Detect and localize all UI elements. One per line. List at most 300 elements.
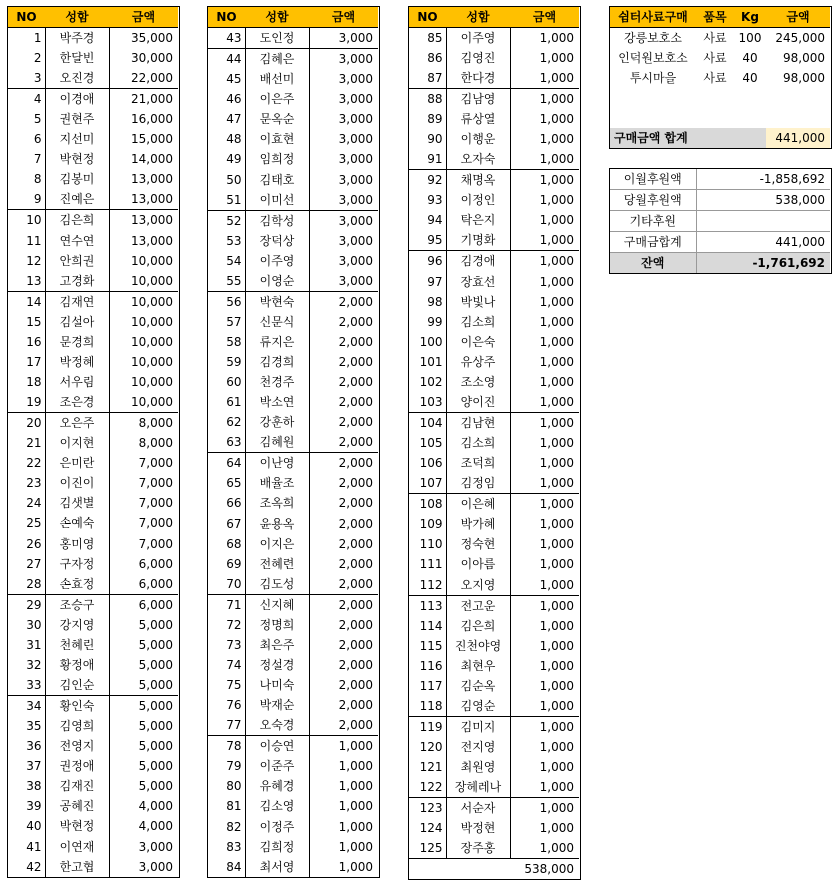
donor-no: 36 — [8, 736, 45, 756]
donor-name: 정설경 — [245, 655, 309, 675]
donor-amount: 1,000 — [539, 557, 574, 572]
donor-amount: 6,000 — [138, 576, 173, 591]
donor-row — [409, 737, 579, 757]
donor-amount: 4,000 — [138, 819, 173, 834]
donor-amount: 1,000 — [539, 638, 574, 653]
donor-amount: 1,000 — [539, 476, 574, 491]
donor-no: 90 — [409, 129, 446, 149]
donor-name: 서우림 — [45, 372, 109, 392]
donor-amount: 3,000 — [338, 92, 373, 107]
donor-name: 한고협 — [45, 857, 109, 877]
donor-no: 95 — [409, 230, 446, 251]
donor-row — [409, 453, 579, 473]
donor-row — [208, 149, 378, 169]
donor-amount: 1,000 — [510, 413, 579, 434]
donor-name: 전혜련 — [245, 554, 309, 574]
donor-name: 황인숙 — [45, 695, 109, 716]
donor-name: 천경주 — [245, 372, 309, 392]
donor-amount: 1,000 — [510, 595, 579, 616]
donor-name: 박현정 — [45, 816, 109, 836]
donor-no: 57 — [208, 312, 245, 332]
donor-row — [208, 432, 378, 453]
donor-name: 이정주 — [245, 817, 309, 837]
balance-table — [609, 168, 832, 274]
donor-no: 26 — [8, 534, 45, 554]
donor-name: 연수연 — [45, 230, 109, 250]
donor-name: 류지은 — [245, 332, 309, 352]
donor-name: 박정현 — [446, 818, 510, 838]
donor-name: 서순자 — [446, 798, 510, 819]
donor-row — [208, 352, 378, 372]
donor-row — [208, 169, 378, 189]
donor-name: 황정애 — [45, 655, 109, 675]
donor-name: 류상열 — [446, 109, 510, 129]
donor-row — [208, 736, 378, 757]
donor-row — [8, 776, 178, 796]
purchase-kg: 100 — [738, 31, 762, 45]
donor-amount: 2,000 — [309, 594, 378, 615]
donor-no: 35 — [8, 716, 45, 736]
donor-no: 5 — [8, 109, 45, 129]
donor-name: 박재순 — [245, 695, 309, 715]
donor-name: 고경화 — [45, 271, 109, 292]
donor-no: 125 — [409, 838, 446, 859]
donor-name: 이지현 — [45, 433, 109, 453]
donor-row — [208, 594, 378, 615]
donor-name: 김남현 — [446, 413, 510, 434]
donor-row — [8, 513, 178, 533]
donor-amount: 10,000 — [131, 354, 173, 369]
total-spacer — [446, 859, 510, 880]
donor-row — [409, 271, 579, 291]
donor-amount: 1,000 — [539, 821, 574, 836]
donor-amount: 7,000 — [138, 516, 173, 531]
donor-no: 22 — [8, 453, 45, 473]
donor-row — [409, 392, 579, 413]
donor-no: 50 — [208, 169, 245, 189]
donor-no: 16 — [8, 332, 45, 352]
donor-amount: 1,000 — [539, 334, 574, 349]
purchase-row — [610, 28, 830, 49]
donor-no: 24 — [8, 493, 45, 513]
donor-name: 박현숙 — [245, 291, 309, 312]
donor-name: 전지영 — [446, 737, 510, 757]
donor-name: 도인정 — [245, 28, 309, 49]
donor-row — [208, 190, 378, 211]
donor-no: 38 — [8, 776, 45, 796]
donor-amount: 5,000 — [138, 677, 173, 692]
donor-no: 64 — [208, 453, 245, 474]
donor-row — [8, 695, 178, 716]
donor-amount: 3,000 — [338, 192, 373, 207]
donor-name: 장헤레나 — [446, 777, 510, 798]
donor-amount: 1,000 — [338, 799, 373, 814]
donor-row — [208, 392, 378, 412]
donor-amount: 3,000 — [338, 152, 373, 167]
donor-row — [208, 493, 378, 513]
donor-no: 62 — [208, 412, 245, 432]
donor-no: 52 — [208, 210, 245, 231]
donor-name: 조소영 — [446, 372, 510, 392]
donor-name: 이승연 — [245, 736, 309, 757]
header-amount: 금액 — [109, 7, 178, 28]
donor-amount: 1,000 — [539, 698, 574, 713]
donor-row — [8, 574, 178, 595]
balance-value: 538,000 — [696, 190, 830, 211]
donor-name: 강훈하 — [245, 412, 309, 432]
donor-no: 78 — [208, 736, 245, 757]
donor-name: 김학성 — [245, 210, 309, 231]
donor-row — [208, 291, 378, 312]
donor-amount: 2,000 — [338, 678, 373, 693]
donor-no: 32 — [8, 655, 45, 675]
donor-name: 강지영 — [45, 615, 109, 635]
donor-table-3 — [408, 6, 581, 880]
donor-no: 15 — [8, 312, 45, 332]
donor-amount: 16,000 — [131, 112, 173, 127]
donor-no: 100 — [409, 332, 446, 352]
donor-name: 김영진 — [446, 48, 510, 68]
donor-no: 40 — [8, 816, 45, 836]
donor-no: 94 — [409, 210, 446, 230]
donor-no: 51 — [208, 190, 245, 211]
donor-amount: 1,000 — [539, 658, 574, 673]
donor-row — [8, 89, 178, 110]
donor-row — [208, 776, 378, 796]
donor-amount: 3,000 — [338, 72, 373, 87]
donor-rows — [409, 28, 579, 859]
donor-name: 윤용옥 — [245, 514, 309, 534]
donor-amount: 10,000 — [131, 395, 173, 410]
donor-name: 나미숙 — [245, 675, 309, 695]
donor-name: 임희정 — [245, 149, 309, 169]
donor-no: 83 — [208, 837, 245, 857]
donor-name: 김소희 — [446, 312, 510, 332]
header-name: 성함 — [245, 7, 309, 28]
donor-name: 김태호 — [245, 169, 309, 189]
donor-row — [409, 494, 579, 515]
purchase-total-label: 구매금액 합계 — [610, 128, 766, 148]
donor-amount: 2,000 — [338, 415, 373, 430]
donor-no: 28 — [8, 574, 45, 595]
balance-final-label: 잔액 — [610, 253, 696, 274]
donor-no: 39 — [8, 796, 45, 816]
donor-row — [8, 635, 178, 655]
donor-amount: 10,000 — [131, 314, 173, 329]
donor-no: 3 — [8, 68, 45, 89]
donor-row — [8, 756, 178, 776]
donor-name: 이영순 — [245, 271, 309, 292]
donor-amount: 3,000 — [338, 233, 373, 248]
shelter-name: 인덕원보호소 — [618, 51, 688, 66]
donor-no: 124 — [409, 818, 446, 838]
donor-row — [208, 109, 378, 129]
donor-row — [8, 736, 178, 756]
donor-name: 양이진 — [446, 392, 510, 413]
donor-name: 김영희 — [45, 716, 109, 736]
donor-row — [208, 817, 378, 837]
donor-name: 이준주 — [245, 756, 309, 776]
donor-row — [208, 473, 378, 493]
donor-amount: 1,000 — [539, 537, 574, 552]
donor-row — [8, 189, 178, 210]
donor-amount: 10,000 — [131, 374, 173, 389]
donor-name: 진예은 — [45, 189, 109, 210]
header-no: NO — [208, 7, 245, 28]
donor-amount: 8,000 — [138, 436, 173, 451]
donor-row — [208, 251, 378, 271]
donor-row — [409, 170, 579, 191]
donor-amount: 2,000 — [338, 698, 373, 713]
donor-no: 63 — [208, 432, 245, 453]
donor-row — [8, 837, 178, 857]
donor-name: 오자숙 — [446, 149, 510, 170]
donor-no: 74 — [208, 655, 245, 675]
donor-row — [409, 838, 579, 859]
donor-no: 87 — [409, 68, 446, 89]
donor-row — [8, 230, 178, 250]
donor-row — [409, 129, 579, 149]
donor-name: 최현우 — [446, 656, 510, 676]
purchase-kg: 40 — [742, 71, 758, 86]
header-amount: 금액 — [309, 7, 378, 28]
header-no: NO — [409, 7, 446, 28]
donor-total: 538,000 — [510, 859, 579, 880]
donor-amount: 14,000 — [131, 152, 173, 167]
donor-name: 이난영 — [245, 453, 309, 474]
donor-no: 7 — [8, 149, 45, 169]
donor-name: 한다경 — [446, 68, 510, 89]
balance-value: -1,858,692 — [696, 169, 830, 190]
donor-no: 19 — [8, 392, 45, 413]
donor-no: 42 — [8, 857, 45, 877]
donor-amount: 2,000 — [338, 435, 373, 450]
donor-no: 96 — [409, 251, 446, 272]
donor-amount: 1,000 — [338, 859, 373, 874]
donor-name: 이효현 — [245, 129, 309, 149]
donor-amount: 1,000 — [539, 436, 574, 451]
donor-row — [409, 48, 579, 68]
donor-name: 오지영 — [446, 575, 510, 596]
donor-amount: 2,000 — [338, 718, 373, 733]
donor-name: 탁은지 — [446, 210, 510, 230]
donor-amount: 7,000 — [138, 496, 173, 511]
donor-amount: 10,000 — [109, 291, 178, 312]
donor-amount: 1,000 — [539, 193, 574, 208]
donor-name: 김도성 — [245, 574, 309, 595]
donor-amount: 1,000 — [539, 354, 574, 369]
donor-name: 전고운 — [446, 595, 510, 616]
donor-name: 이지은 — [245, 534, 309, 554]
donor-row — [409, 696, 579, 717]
donor-amount: 2,000 — [338, 516, 373, 531]
donor-no: 48 — [208, 129, 245, 149]
donor-amount: 1,000 — [539, 780, 574, 795]
donor-row — [8, 291, 178, 312]
donor-row — [8, 413, 178, 434]
donor-no: 37 — [8, 756, 45, 776]
donor-no: 116 — [409, 656, 446, 676]
donor-amount: 3,000 — [338, 112, 373, 127]
donor-name: 최서영 — [245, 857, 309, 877]
donor-row — [8, 28, 178, 49]
donor-name: 홍미영 — [45, 534, 109, 554]
donor-no: 11 — [8, 230, 45, 250]
donor-no: 72 — [208, 615, 245, 635]
donor-amount: 7,000 — [138, 476, 173, 491]
donor-no: 43 — [208, 28, 245, 49]
donor-row — [208, 615, 378, 635]
donor-name: 박현정 — [45, 149, 109, 169]
donor-no: 17 — [8, 352, 45, 372]
donor-amount: 1,000 — [338, 779, 373, 794]
donor-name: 한달빈 — [45, 48, 109, 68]
donor-row — [8, 857, 178, 877]
donor-no: 27 — [8, 554, 45, 574]
donor-row — [409, 473, 579, 494]
header-name: 성함 — [45, 7, 109, 28]
donor-row — [8, 68, 178, 89]
donor-no: 93 — [409, 190, 446, 210]
donor-amount: 1,000 — [539, 760, 574, 775]
purchase-row — [610, 48, 830, 68]
donor-row — [409, 149, 579, 170]
donor-name: 구자정 — [45, 554, 109, 574]
donor-amount: 1,000 — [539, 233, 574, 248]
donor-name: 김소영 — [245, 796, 309, 816]
donor-amount: 2,000 — [338, 476, 373, 491]
donor-no: 23 — [8, 473, 45, 493]
donor-name: 신지혜 — [245, 594, 309, 615]
donor-no: 110 — [409, 534, 446, 554]
donor-row — [8, 594, 178, 615]
donor-no: 29 — [8, 594, 45, 615]
donor-row — [208, 129, 378, 149]
donor-row — [8, 433, 178, 453]
donor-amount: 2,000 — [338, 334, 373, 349]
donor-row — [409, 575, 579, 596]
donor-name: 천혜린 — [45, 635, 109, 655]
donor-no: 82 — [208, 817, 245, 837]
donor-amount: 5,000 — [109, 695, 178, 716]
donor-amount: 3,000 — [338, 273, 373, 288]
donor-amount: 2,000 — [338, 536, 373, 551]
donor-name: 김영순 — [446, 696, 510, 717]
donor-name: 이주영 — [446, 28, 510, 49]
donor-name: 김인순 — [45, 675, 109, 696]
donor-row — [208, 715, 378, 736]
donor-name: 손예숙 — [45, 513, 109, 533]
donor-no: 104 — [409, 413, 446, 434]
donor-row — [8, 129, 178, 149]
donor-no: 55 — [208, 271, 245, 292]
donor-row — [8, 473, 178, 493]
donor-row — [8, 149, 178, 169]
donor-row — [409, 292, 579, 312]
donor-row — [8, 493, 178, 513]
donor-name: 안희권 — [45, 251, 109, 271]
donor-no: 111 — [409, 554, 446, 574]
donor-no: 114 — [409, 616, 446, 636]
donor-amount: 6,000 — [109, 594, 178, 615]
donor-row — [409, 554, 579, 574]
donor-name: 최원영 — [446, 757, 510, 777]
donor-amount: 35,000 — [131, 31, 173, 45]
donor-row — [208, 695, 378, 715]
donor-amount: 4,000 — [138, 799, 173, 814]
donor-amount: 1,000 — [510, 89, 579, 110]
purchase-item: 사료 — [703, 71, 727, 86]
donor-row — [208, 271, 378, 292]
donor-no: 118 — [409, 696, 446, 717]
donor-row — [208, 675, 378, 695]
donor-name: 장효선 — [446, 271, 510, 291]
donor-row — [8, 332, 178, 352]
donor-row — [409, 777, 579, 798]
donor-amount: 22,000 — [131, 71, 173, 86]
donor-name: 김혜원 — [245, 432, 309, 453]
donor-row — [8, 392, 178, 413]
balance-final-row — [610, 253, 830, 274]
donor-amount: 8,000 — [109, 413, 178, 434]
donor-name: 배선미 — [245, 69, 309, 89]
donor-amount: 1,000 — [510, 170, 579, 191]
donor-name: 김소희 — [446, 433, 510, 453]
donor-row — [409, 616, 579, 636]
donor-amount: 1,000 — [510, 798, 579, 819]
donor-amount: 5,000 — [138, 657, 173, 672]
donor-amount: 2,000 — [338, 637, 373, 652]
donor-amount: 30,000 — [131, 51, 173, 66]
donor-row — [409, 210, 579, 230]
donor-amount: 2,000 — [338, 496, 373, 511]
donor-amount: 1,000 — [539, 618, 574, 633]
donor-name: 공혜진 — [45, 796, 109, 816]
donor-no: 56 — [208, 291, 245, 312]
donor-row — [409, 656, 579, 676]
shelter-name: 강릉보호소 — [624, 31, 682, 45]
donor-name: 기명화 — [446, 230, 510, 251]
donor-amount: 15,000 — [131, 132, 173, 147]
donor-row — [409, 332, 579, 352]
header-item: 품목 — [696, 7, 734, 28]
balance-row — [610, 232, 830, 253]
donor-row — [409, 636, 579, 656]
balance-row — [610, 169, 830, 190]
donor-name: 채명옥 — [446, 170, 510, 191]
donor-amount: 2,000 — [309, 291, 378, 312]
donor-name: 정명희 — [245, 615, 309, 635]
donor-no: 99 — [409, 312, 446, 332]
spacer-row — [610, 108, 830, 128]
donor-row — [409, 676, 579, 696]
donor-row — [409, 595, 579, 616]
donor-no: 75 — [208, 675, 245, 695]
balance-label: 구매금합계 — [610, 232, 696, 253]
donor-name: 장덕상 — [245, 231, 309, 251]
donor-amount: 1,000 — [309, 736, 378, 757]
donor-name: 손효정 — [45, 574, 109, 595]
donor-row — [409, 230, 579, 251]
spacer-row — [610, 88, 830, 108]
donor-row — [409, 818, 579, 838]
donor-amount: 1,000 — [338, 759, 373, 774]
donor-row — [8, 615, 178, 635]
donor-no: 112 — [409, 575, 446, 596]
donor-amount: 1,000 — [539, 517, 574, 532]
donor-row — [409, 109, 579, 129]
donor-no: 70 — [208, 574, 245, 595]
